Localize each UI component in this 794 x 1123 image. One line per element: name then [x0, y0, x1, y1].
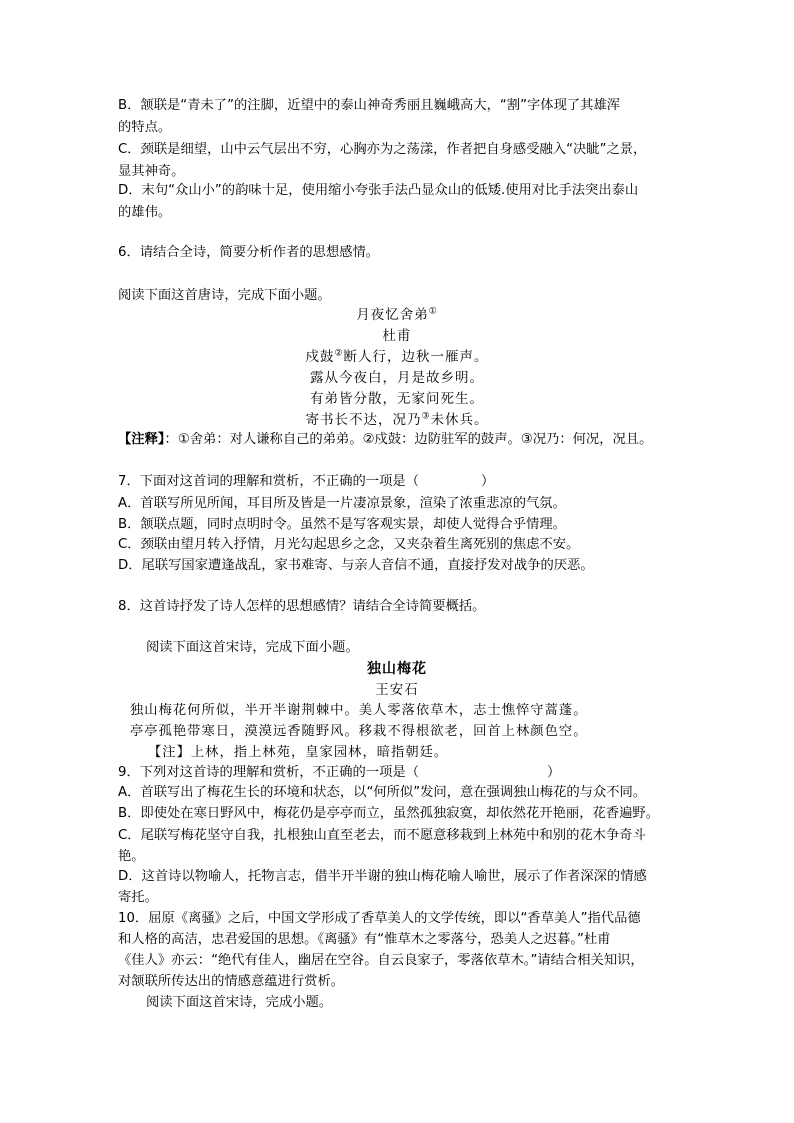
reading-intro-song-1: 阅读下面这首宋诗，完成下面小题。	[146, 640, 359, 655]
poem1-line4	[0, 410, 794, 430]
q5-option-d-line2: 的雄伟。	[118, 205, 172, 220]
question-10-line4: 对颔联所传达出的情感意蕴进行赏析。	[118, 974, 345, 989]
poem1-line3: 有弟皆分散，无家问死生。	[310, 391, 484, 407]
question-9-option-a: A．首联写出了梅花生长的环境和状态，以“何所似”发问，意在强调独山梅花的与众不同。	[118, 785, 647, 800]
poem2-line2: 亭亭孤艳带寒日，漠漠远香随野风。移栽不得根欲老，回首上林颜色空。	[130, 724, 588, 739]
question-7-stem-text: 7．下面对这首词的理解和赏析，不正确的一项是（	[118, 474, 419, 489]
question-9-option-d-line2: 寄托。	[118, 890, 158, 905]
poem1-title	[0, 305, 794, 325]
q5-option-c-line2: 显其神奇。	[118, 164, 185, 179]
question-7-option-b: B．颔联点题，同时点明时令。虽然不是写客观实景，却使人觉得合乎情理。	[118, 517, 566, 532]
q5-option-b-line1: B．颔联是“青未了”的注脚，近望中的泰山神奇秀丽且巍峨高大，“割”字体现了其雄浑	[118, 98, 621, 113]
question-8: 8．这首诗抒发了诗人怎样的思想感情？请结合全诗简要概括。	[118, 599, 486, 614]
poem1-line1	[0, 347, 794, 367]
poem1-annotation-text: ：①舍弟：对人谦称自己的弟弟。②戍鼓：边防驻军的鼓声。③况乃：何况，况且。	[164, 432, 653, 447]
poem1-line4-b: 未休兵。	[430, 412, 489, 428]
q5-option-b-line2: 的特点。	[118, 120, 172, 135]
poem1-annotation	[118, 430, 652, 450]
question-9-stem-text: 9．下列对这首诗的理解和赏析，不正确的一项是（	[118, 765, 419, 780]
question-7-stem	[118, 472, 688, 492]
question-9-option-d-line1: D．这首诗以物喻人，托物言志，借半开半谢的独山梅花喻人喻世，展示了作者深深的情感	[118, 869, 647, 884]
poem2-line1: 独山梅花何所似，半开半谢荆棘中。美人零落依草木，志士憔悴守蒿蓬。	[130, 703, 588, 718]
poem2-annotation: 【注】上林，指上林苑，皇家园林，暗指朝廷。	[148, 745, 449, 760]
question-7-option-d: D．尾联写国家遭逢战乱，家书难寄、与亲人音信不通，直接抒发对战争的厌恶。	[118, 558, 594, 573]
poem2-author: 王安石	[375, 682, 419, 698]
question-9-option-c-line1: C．尾联写梅花坚守自我，扎根独山直至老去，而不愿意移栽到上林苑中和别的花木争奇斗	[118, 828, 646, 843]
question-9-stem-close: ）	[547, 765, 561, 780]
question-6: 6．请结合全诗，简要分析作者的思想感情。	[118, 245, 380, 260]
question-9-option-c-line2: 艳。	[118, 849, 145, 864]
poem1-line4-footnote: ③	[421, 411, 431, 422]
q5-option-c-line1: C．颈联是细望，山中云气层出不穷，心胸亦为之荡漾，作者把自身感受融入“决眦”之景，	[118, 142, 647, 157]
poem1-author: 杜甫	[382, 328, 412, 344]
poem1-title-footnote: ①	[428, 306, 438, 317]
question-9-option-b: B．即使处在寒日野风中，梅花仍是亭亭而立，虽然孤独寂寞，却依然花开艳丽，花香遍野。	[118, 806, 659, 821]
poem2-title: 独山梅花	[367, 661, 427, 677]
poem1-annotation-label: 【注释】	[118, 432, 165, 447]
question-7-option-a: A．首联写所见所闻，耳目所及皆是一片凄凉景象，渲染了浓重悲凉的气氛。	[118, 496, 566, 511]
q5-option-d-line1: D．末句“众山小”的韵味十足，使用缩小夸张手法凸显众山的低矮.使用对比手法突出泰山	[118, 183, 639, 198]
question-10-line1: 10．屈原《离骚》之后，中国文学形成了香草美人的文学传统，即以“香草美人”指代品德	[118, 911, 641, 926]
question-7-stem-close: ）	[481, 474, 495, 489]
poem1-line1-a: 戍鼓	[305, 349, 335, 365]
reading-intro-song-2: 阅读下面这首宋诗，完成小题。	[146, 995, 333, 1010]
poem1-line4-a: 寄书长不达，况乃	[305, 412, 422, 428]
poem1-line1-b: 断人行，边秋一雁声。	[343, 349, 489, 365]
poem1-title-text: 月夜忆舍弟	[356, 307, 429, 323]
question-7-option-c: C．颈联由望月转入抒情，月光勾起思乡之念，又夹杂着生离死别的焦虑不安。	[118, 537, 580, 552]
question-10-line3: 《佳人》亦云：“绝代有佳人，幽居在空谷。自云良家子，零落依草木。”请结合相关知识，	[118, 953, 644, 968]
question-10-line2: 和人格的高洁，忠君爱国的思想。《离骚》有“惟草木之零落兮，恐美人之迟暮。”杜甫	[118, 932, 611, 947]
question-9-stem	[118, 763, 688, 783]
poem1-line1-footnote: ②	[334, 348, 344, 359]
poem1-line2: 露从今夜白，月是故乡明。	[310, 370, 484, 386]
reading-intro-tang: 阅读下面这首唐诗，完成下面小题。	[118, 288, 331, 303]
